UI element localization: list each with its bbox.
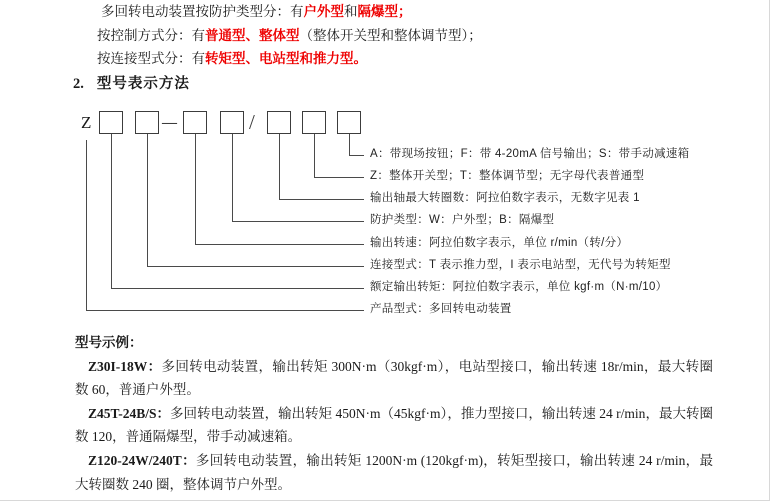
connector-line-turns (279, 134, 280, 199)
connector-line (86, 310, 364, 311)
examples-section (75, 331, 713, 496)
intro-text: 按控制方式分：有 (97, 27, 205, 43)
intro-text: 按连接型式分：有 (97, 51, 205, 66)
section-title: 型号表示方法 (96, 76, 190, 92)
connector-line (147, 266, 364, 267)
intro-text: （整体开关型和整体调节型）； (299, 27, 482, 43)
connector-line-speed (195, 134, 196, 244)
example-description: 多回转电动装置，输出转矩 1200N·m (120kgf·m)，转矩型接口，输出转速 24 r/min，最大转圈数 240 圈，整体调节户外型。 (75, 452, 713, 492)
code-box-speed (183, 111, 207, 134)
example-description: 多回转电动装置，输出转矩 450N·m（45kgf·m），推力型接口，输出转速 24 r/min，最大转圈数 120，普通隔爆型，带手动减速箱。 (75, 405, 713, 445)
connector-line (279, 199, 364, 200)
connector-line (349, 155, 364, 156)
connector-line-connection (147, 134, 148, 266)
diagram-label-turns: 输出轴最大转圈数：阿拉伯数字表示，无数字见表 1 (370, 192, 640, 204)
highlight-outdoor-type: 户外型 (303, 4, 344, 19)
model-prefix-letter: Z (81, 113, 92, 132)
connector-line-torque (111, 134, 112, 288)
code-box-accessory (337, 111, 361, 134)
intro-text: 多回转电动装置按防护类型分：有 (101, 4, 304, 19)
code-box-torque (99, 111, 123, 134)
connector-line-product (86, 140, 87, 310)
code-box-connection (135, 111, 159, 134)
connector-line-control (314, 134, 315, 177)
slash-separator: / (249, 110, 255, 134)
dash-separator: — (162, 115, 177, 131)
code-box-turns (267, 111, 291, 134)
section-number: 2. (73, 76, 84, 92)
diagram-label-connection: 连接型式：T 表示推力型，I 表示电站型，无代号为转矩型 (370, 259, 671, 271)
example-paragraph-z30i (75, 355, 713, 402)
diagram-label-speed: 输出转速：阿拉伯数字表示，单位 r/min（转/分） (370, 237, 629, 249)
connector-line (314, 177, 364, 178)
highlight-ordinary-integral-type: 普通型、整体型 (205, 27, 300, 43)
code-box-protection (220, 111, 244, 134)
example-paragraph-z45t (75, 402, 713, 449)
highlight-explosionproof-type: 隔爆型； (357, 4, 412, 19)
example-model-code: Z120-24W/240T： (88, 452, 196, 468)
example-description: 多回转电动装置，输出转矩 300N·m（30kgf·m），电站型接口，输出转速 18r/min，最大转圈数 60，普通户外型。 (75, 358, 713, 398)
diagram-label-accessory: A：带现场按钮；F：带 4-20mA 信号输出；S：带手动减速箱 (370, 148, 690, 160)
examples-heading: 型号示例： (75, 335, 143, 350)
connector-line (111, 288, 364, 289)
highlight-connection-types: 转矩型、电站型和推力型。 (205, 51, 367, 66)
example-model-code: Z30I-18W： (88, 358, 162, 374)
diagram-label-torque: 额定输出转矩：阿拉伯数字表示，单位 kgf·m（N·m/10） (370, 281, 668, 293)
diagram-label-control: Z：整体开关型；T：整体调节型；无字母代表普通型 (370, 170, 645, 182)
connector-line (232, 221, 364, 222)
diagram-label-protection: 防护类型：W：户外型；B：隔爆型 (370, 214, 555, 226)
diagram-label-product: 产品型式：多回转电动装置 (370, 303, 512, 315)
connector-line-accessory (349, 134, 350, 155)
code-box-control (302, 111, 326, 134)
connector-line (195, 244, 364, 245)
example-model-code: Z45T-24B/S： (88, 405, 171, 421)
connector-line-protection (232, 134, 233, 221)
example-paragraph-z120 (75, 449, 713, 496)
intro-text: 和 (344, 4, 358, 19)
